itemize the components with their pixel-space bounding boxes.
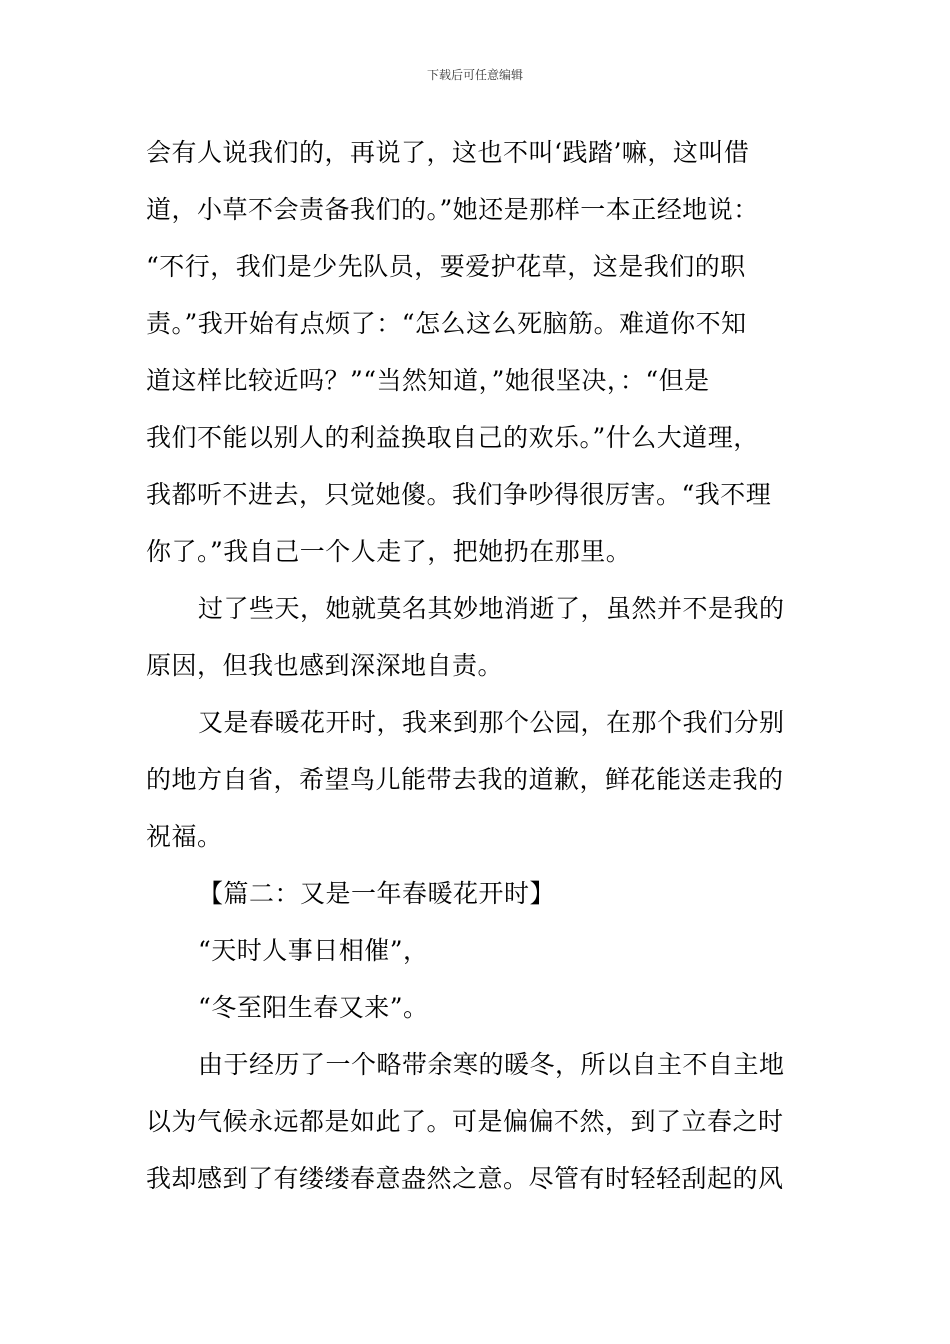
text-line: 道，小草不会责备我们的。”她还是那样一本正经地说： bbox=[146, 195, 759, 224]
poem-line: “冬至阳生春又来”。 bbox=[198, 993, 429, 1022]
text-line: 以为气候永远都是如此了。可是偏偏不然，到了立春之时 bbox=[146, 1107, 784, 1136]
text-line: 责。”我开始有点烦了：“怎么这么死脑筋。难道你不知 bbox=[146, 309, 747, 338]
text-line: 我们不能以别人的利益换取自己的欢乐。”什么大道理， bbox=[146, 423, 759, 452]
text-line: 祝福。 bbox=[146, 822, 223, 851]
text-line: 道这样比较近吗？”“当然知道，”她很坚决，：“但是 bbox=[146, 366, 710, 395]
paragraph-start-line: 又是春暖花开时，我来到那个公园，在那个我们分别 bbox=[198, 708, 785, 737]
document-body bbox=[146, 124, 814, 1207]
text-line: 我却感到了有缕缕春意盎然之意。尽管有时轻轻刮起的风 bbox=[146, 1164, 784, 1193]
text-line: 你了。”我自己一个人走了，把她扔在那里。 bbox=[146, 537, 632, 566]
paragraph-start-line: 由于经历了一个略带余寒的暖冬，所以自主不自主地 bbox=[198, 1050, 785, 1079]
text-line: 会有人说我们的，再说了，这也不叫‘践踏’嘛，这叫借 bbox=[146, 138, 750, 167]
page-header: 下载后可任意编辑 bbox=[426, 68, 523, 82]
text-line: “不行，我们是少先队员，要爱护花草，这是我们的职 bbox=[146, 252, 746, 281]
text-line: 的地方自省，希望鸟儿能带去我的道歉，鲜花能送走我的 bbox=[146, 765, 784, 794]
text-line: 我都听不进去，只觉她傻。我们争吵得很厉害。“我不理 bbox=[146, 480, 772, 509]
text-line: 原因，但我也感到深深地自责。 bbox=[146, 651, 504, 680]
paragraph-start-line: 过了些天，她就莫名其妙地消逝了，虽然并不是我的 bbox=[198, 594, 785, 623]
poem-line: “天时人事日相催”， bbox=[198, 936, 429, 965]
section-heading: 【篇二：又是一年春暖花开时】 bbox=[198, 879, 556, 908]
